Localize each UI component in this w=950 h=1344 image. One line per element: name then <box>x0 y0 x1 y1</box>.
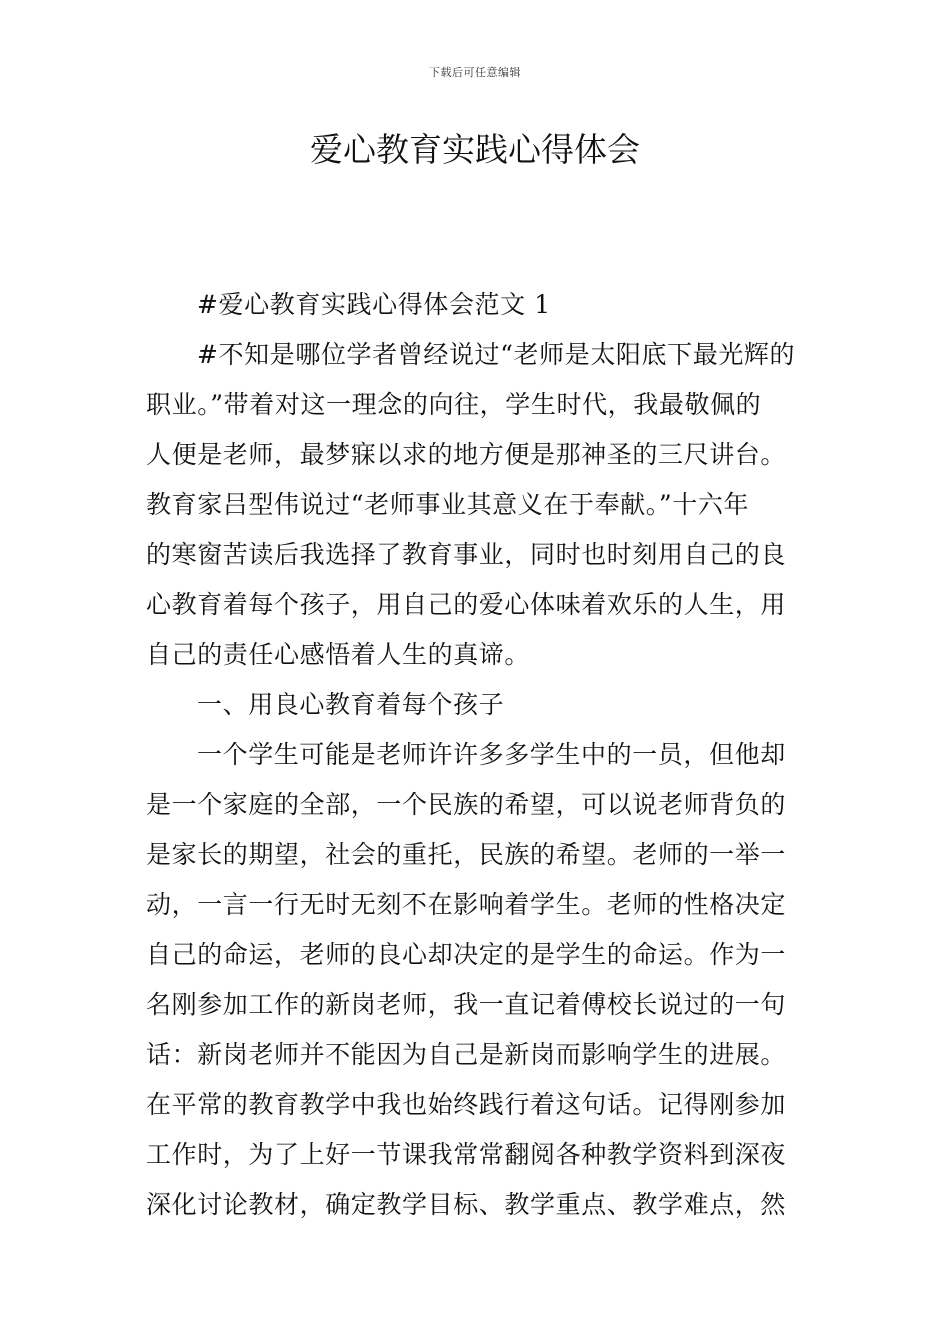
text-line: 心教育着每个孩子，用自己的爱心体味着欢乐的人生，用 <box>146 590 787 619</box>
text-line: 深化讨论教材，确定教学目标、教学重点、教学难点，然 <box>146 1190 787 1219</box>
text-line: 教育家吕型伟说过“老师事业其意义在于奉献。”十六年 <box>146 490 750 519</box>
text-line: 人便是老师，最梦寐以求的地方便是那神圣的三尺讲台。 <box>146 440 787 469</box>
document-body <box>146 280 808 1230</box>
text-line: 的寒窗苦读后我选择了教育事业，同时也时刻用自己的良 <box>146 540 787 569</box>
text-line: 话：新岗老师并不能因为自己是新岗而影响学生的进展。 <box>146 1040 787 1069</box>
header-note: 下载后可任意编辑 <box>429 66 521 79</box>
text-line: 职业。”带着对这一理念的向往，学生时代，我最敬佩的 <box>146 390 762 419</box>
text-line: #不知是哪位学者曾经说过“老师是太阳底下最光辉的 <box>197 340 796 369</box>
text-line: 工作时，为了上好一节课我常常翻阅各种教学资料到深夜 <box>146 1140 787 1169</box>
text-line: 在平常的教育教学中我也始终践行着这句话。记得刚参加 <box>146 1090 787 1119</box>
text-line: 名刚参加工作的新岗老师，我一直记着傅校长说过的一句 <box>146 990 787 1019</box>
text-line: 是家长的期望，社会的重托，民族的希望。老师的一举一 <box>146 840 787 869</box>
text-line: 动，一言一行无时无刻不在影响着学生。老师的性格决定 <box>146 890 787 919</box>
document-title: 爱心教育实践心得体会 <box>310 130 640 169</box>
text-line: #爱心教育实践心得体会范文 1 <box>197 290 551 319</box>
text-line: 自己的命运，老师的良心却决定的是学生的命运。作为一 <box>146 940 787 969</box>
text-line: 自己的责任心感悟着人生的真谛。 <box>146 640 531 669</box>
text-line: 一个学生可能是老师许许多多学生中的一员，但他却 <box>197 740 786 769</box>
text-line: 是一个家庭的全部，一个民族的希望，可以说老师背负的 <box>146 790 787 819</box>
text-line: 一、用良心教育着每个孩子 <box>197 690 505 719</box>
